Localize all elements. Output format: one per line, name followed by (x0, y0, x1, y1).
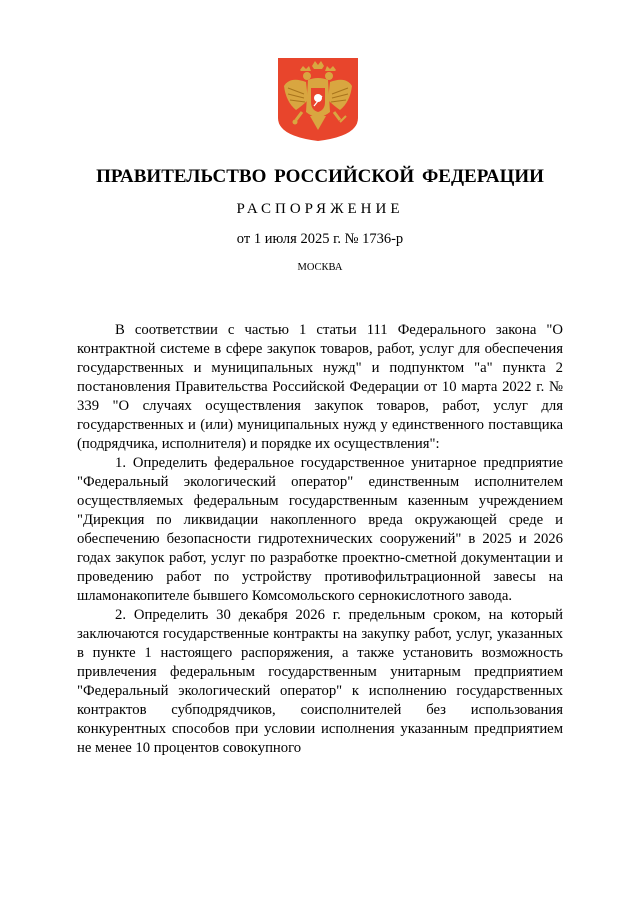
government-title: ПРАВИТЕЛЬСТВО РОССИЙСКОЙ ФЕДЕРАЦИИ (96, 166, 544, 187)
preamble-paragraph: В соответствии с частью 1 статьи 111 Федерального закона "О контрактной системе в сфере закупок товаров, работ, услуг для обеспечения государственных и муниципальных нужд" и подпунктом "а" пункта 2 постановления Правительства Российской Федерации от 10 марта 2022 г. № 339 "О случаях осуществления закупок товаров, работ, услуг для государственных и (или) муниципальных нужд у единственного поставщика (подрядчика, исполнителя) и порядке их осуществления": (77, 322, 563, 452)
coat-of-arms-icon (276, 56, 360, 142)
item-2-paragraph: 2. Определить 30 декабря 2026 г. предельным сроком, на который заключаются государственные контракты на закупку работ, услуг, указанных в пункте 1 настоящего распоряжения, а также установить возможность привлечения федеральным государственным унитарным предприятием "Федеральный экологический оператор" к исполнению государственных контрактов субподрядчиков, соисполнителей без использования конкурентных способов при условии исполнения указанным предприятием не менее 10 процентов совокупного (77, 607, 563, 756)
coat-of-arms-emblem (276, 56, 360, 142)
document-body (77, 321, 563, 758)
document-date-number: от 1 июля 2025 г. № 1736-р (236, 231, 404, 247)
document-type: РАСПОРЯЖЕНИЕ (236, 201, 404, 217)
document-city: МОСКВА (297, 262, 343, 273)
item-1-paragraph: 1. Определить федеральное государственное унитарное предприятие "Федеральный экологический оператор" единственным исполнителем осуществляемых федеральным государственным казенным учреждением "Дирекция по ликвидации накопленного вреда окружающей среде и обеспечению безопасности гидротехнических сооружений" в 2025 и 2026 годах закупок работ, услуг по разработке проектно-сметной документации и проведению работ по устройству противофильтрационной завесы на шламонакопителе бывшего Комсомольского сернокислотного завода. (77, 455, 563, 604)
